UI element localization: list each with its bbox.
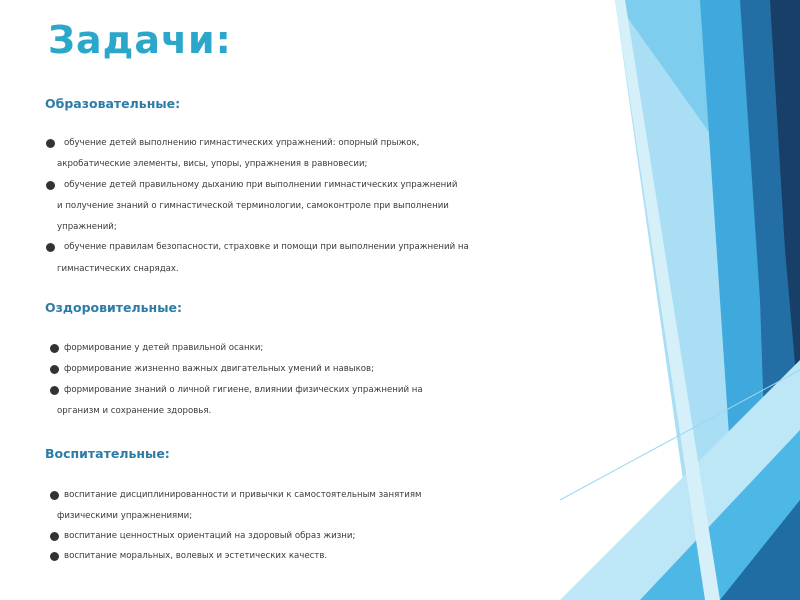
list-item-line: формирование у детей правильной осанки;: [64, 343, 264, 353]
section-heading-health: Оздоровительные:: [45, 300, 182, 315]
list-item-line: обучение детей правильному дыханию при выполнении гимнастических упражнений: [64, 180, 458, 190]
list-item-line: воспитание моральных, волевых и эстетических качеств.: [64, 551, 328, 561]
bullet-icon: [50, 491, 59, 500]
list-item-line: и получение знаний о гимнастической терминологии, самоконтроле при выполнении: [57, 201, 449, 211]
section-heading-educational: Образовательные:: [45, 96, 181, 111]
section-heading-upbringing: Воспитательные:: [45, 446, 170, 461]
list-item-line: организм и сохранение здоровья.: [57, 406, 212, 416]
bullet-icon: [46, 181, 55, 190]
bullet-icon: [50, 344, 59, 353]
list-item-line: акробатические элементы, висы, упоры, упражнения в равновесии;: [57, 159, 368, 169]
list-item-line: физическими упражнениями;: [57, 511, 193, 521]
bullet-icon: [50, 552, 59, 561]
list-item-line: гимнастических снарядах.: [57, 264, 179, 274]
bullet-icon: [50, 365, 59, 374]
list-item-line: обучение детей выполнению гимнастических упражнений: опорный прыжок,: [64, 138, 420, 148]
bullet-icon: [46, 243, 55, 252]
list-item-line: формирование знаний о личной гигиене, влиянии физических упражнений на: [64, 385, 423, 395]
bullet-icon: [50, 532, 59, 541]
bullet-icon: [46, 139, 55, 148]
slide-title: Задачи:: [48, 18, 232, 62]
list-item-line: формирование жизненно важных двигательных умений и навыков;: [64, 364, 375, 374]
list-item-line: упражнений;: [57, 222, 117, 232]
list-item-line: воспитание дисциплинированности и привычки к самостоятельным занятиям: [64, 490, 422, 500]
bullet-icon: [50, 386, 59, 395]
list-item-line: воспитание ценностных ориентаций на здоровый образ жизни;: [64, 531, 356, 541]
list-item-line: обучение правилам безопасности, страховке и помощи при выполнении упражнений на: [64, 242, 469, 252]
